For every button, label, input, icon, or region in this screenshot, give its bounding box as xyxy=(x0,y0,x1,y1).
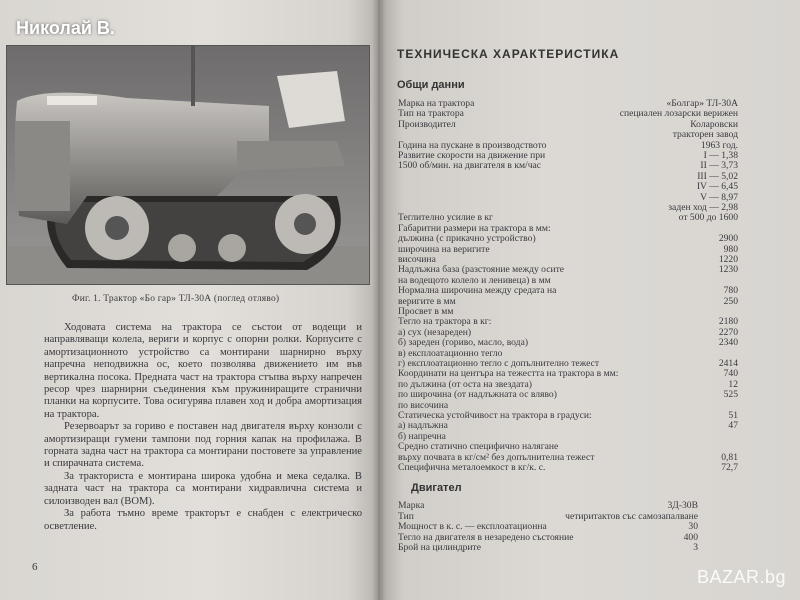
spec-label: по дължина (от оста на звездата) xyxy=(398,378,532,390)
spec-label: а) сух (незареден) xyxy=(398,326,472,338)
spec-label: Габаритни размери на трактора в мм: xyxy=(398,222,551,234)
spec-label: б) напречна xyxy=(398,430,446,442)
spec-label: Средно статично специфично налягане xyxy=(398,441,559,453)
spec-value: заден ход — 2,98 xyxy=(668,202,738,213)
spec-label: Мощност в к. с. — експлоатационна xyxy=(398,521,547,533)
spec-label: по широчина (от надлъжната ос вляво) xyxy=(398,389,557,401)
spec-value: I — 1,38 xyxy=(703,150,738,161)
spec-heading: ТЕХНИЧЕСКА ХАРАКТЕРИСТИКА xyxy=(397,47,620,61)
spec-label: Марка на трактора xyxy=(398,98,475,109)
spec-value: 2414 xyxy=(718,358,738,369)
spec-value: тракторен завод xyxy=(672,129,738,141)
logo-tld: .bg xyxy=(759,567,786,587)
spec-label: Координати на центъра на тежестта на трактора в мм: xyxy=(398,368,619,380)
book-gutter xyxy=(372,0,386,600)
spec-value: 30 xyxy=(688,521,698,533)
spec-value: четиритактов със самозапалване xyxy=(565,510,698,522)
spec-label: а) надлъжна xyxy=(398,420,448,432)
spec-label: Развитие скорости на движение при xyxy=(398,150,546,161)
bazar-logo xyxy=(697,567,786,588)
spec-value: 12 xyxy=(728,378,738,390)
spec-label: Тип xyxy=(398,510,414,522)
spec-value: 2180 xyxy=(718,316,738,328)
spec-value: 47 xyxy=(728,420,738,432)
spec-value: III — 5,02 xyxy=(697,170,738,182)
spec-label: Марка xyxy=(398,500,425,511)
spec-label: на водещото колело и ленивеца) в мм xyxy=(398,274,551,286)
spec-label: широчина на веригите xyxy=(398,243,490,255)
section-engine: Двигател xyxy=(411,482,462,494)
spec-value: 2340 xyxy=(718,337,738,349)
spec-label: веригите в мм xyxy=(398,295,456,307)
page-number: 6 xyxy=(32,561,38,573)
spec-label: Теглително усилие в кг xyxy=(398,212,493,224)
spec-value: от 500 до 1600 xyxy=(678,212,738,224)
spec-value: 3 xyxy=(693,542,698,554)
spec-label: височина xyxy=(398,254,436,265)
spec-value: 1963 год. xyxy=(700,139,738,151)
spec-label: Година на пускане в производството xyxy=(398,139,547,151)
spec-label: Специфична металоемкост в кг/к. с. xyxy=(398,462,546,473)
spec-label: по височина xyxy=(398,399,449,411)
spec-label: Тегло на трактора в кг: xyxy=(398,316,492,328)
spec-value: 2900 xyxy=(718,233,738,245)
spec-value: IV — 6,45 xyxy=(696,181,738,193)
spec-label: върху почвата в кг/см² без допълнителна тежест xyxy=(398,451,595,463)
spec-value: 72,7 xyxy=(721,462,738,473)
spec-value: 740 xyxy=(723,368,738,380)
spec-value: 51 xyxy=(728,410,738,421)
spec-value: 3Д-30В xyxy=(667,500,698,511)
spec-label: Надлъжна база (разстояние между осите xyxy=(398,264,565,276)
spec-label: Тип на трактора xyxy=(398,108,464,120)
spec-value: «Болгар» ТЛ-30А xyxy=(666,98,738,109)
spec-value: 1230 xyxy=(718,264,738,276)
spec-label: в) експлоатационно тегло xyxy=(398,347,503,359)
logo-brand: BAZAR xyxy=(696,567,760,587)
spec-value: 1220 xyxy=(718,254,738,265)
spec-label: Просвет в мм xyxy=(398,306,454,317)
spec-label: Брой на цилиндрите xyxy=(398,542,482,554)
spec-label: г) експлоатационно тегло с допълнително тежест xyxy=(398,358,600,369)
spec-value: 0,81 xyxy=(721,451,738,463)
spec-label: Тегло на двигателя в незаредено състояние xyxy=(398,531,574,543)
spec-value: 525 xyxy=(723,389,738,401)
spec-label: Производител xyxy=(398,118,456,130)
paragraph: Резервоарът за гориво е поставен над двигателя върху конзоли с амортизиращи гумени тампони под горния капак на профилажа. В горната задна част на трактора са монтирани постовете за управление и спирачната система. xyxy=(44,421,362,470)
spec-label: дължина (с прикачно устройство) xyxy=(398,233,536,245)
spec-value: 250 xyxy=(723,295,738,307)
spec-value: 980 xyxy=(723,243,738,255)
figure-caption: Фиг. 1. Трактор «Бо гар» ТЛ-30А (поглед отляво) xyxy=(72,294,280,304)
section-general: Общи данни xyxy=(397,79,465,91)
body-text xyxy=(44,322,362,533)
spec-value: 2270 xyxy=(718,326,738,338)
spec-value: II — 3,73 xyxy=(700,160,738,172)
spec-value: Коларовски xyxy=(690,118,738,130)
spec-label: 1500 об/мин. на двигателя в км/час xyxy=(398,160,542,172)
spec-value: 400 xyxy=(683,531,698,543)
spec-label: Статическа устойчивост на трактора в градуси: xyxy=(398,410,592,421)
tractor-photo xyxy=(6,45,370,285)
paragraph: За трактористa е монтирана широка удобна и мека седалка. В задната част на трактора са монтирани хидравлична система и силоизводен вал (ВОМ). xyxy=(44,470,362,507)
paragraph: За работа тъмно време тракторът е снабден с електрическо осветление. xyxy=(44,508,362,532)
uploader-watermark: Николай В. xyxy=(16,18,115,38)
spec-value: специален лозарски верижен xyxy=(619,108,738,120)
spec-label: Нормална широчина между средата на xyxy=(398,285,557,297)
paragraph: Ходовата система на трактора се състои от водещи и направляващи колела, вериги и корпус с опорни ролки. Корпусите с амортизационното устройство са монтирани шарнирно върху напречна неподвижна ос, което позволява движението им във вертикална посока. Предната част на трактора стъпва върху напречен ресор чрез шарнирни съединения към пружиниращите странични планки на корпусите. Това осигурява плавен ход и добра амортизация на трактора. xyxy=(44,322,362,420)
spec-label: б) зареден (гориво, масло, вода) xyxy=(398,337,529,349)
spec-value: V — 8,97 xyxy=(700,191,738,203)
spec-value: 780 xyxy=(723,285,738,297)
